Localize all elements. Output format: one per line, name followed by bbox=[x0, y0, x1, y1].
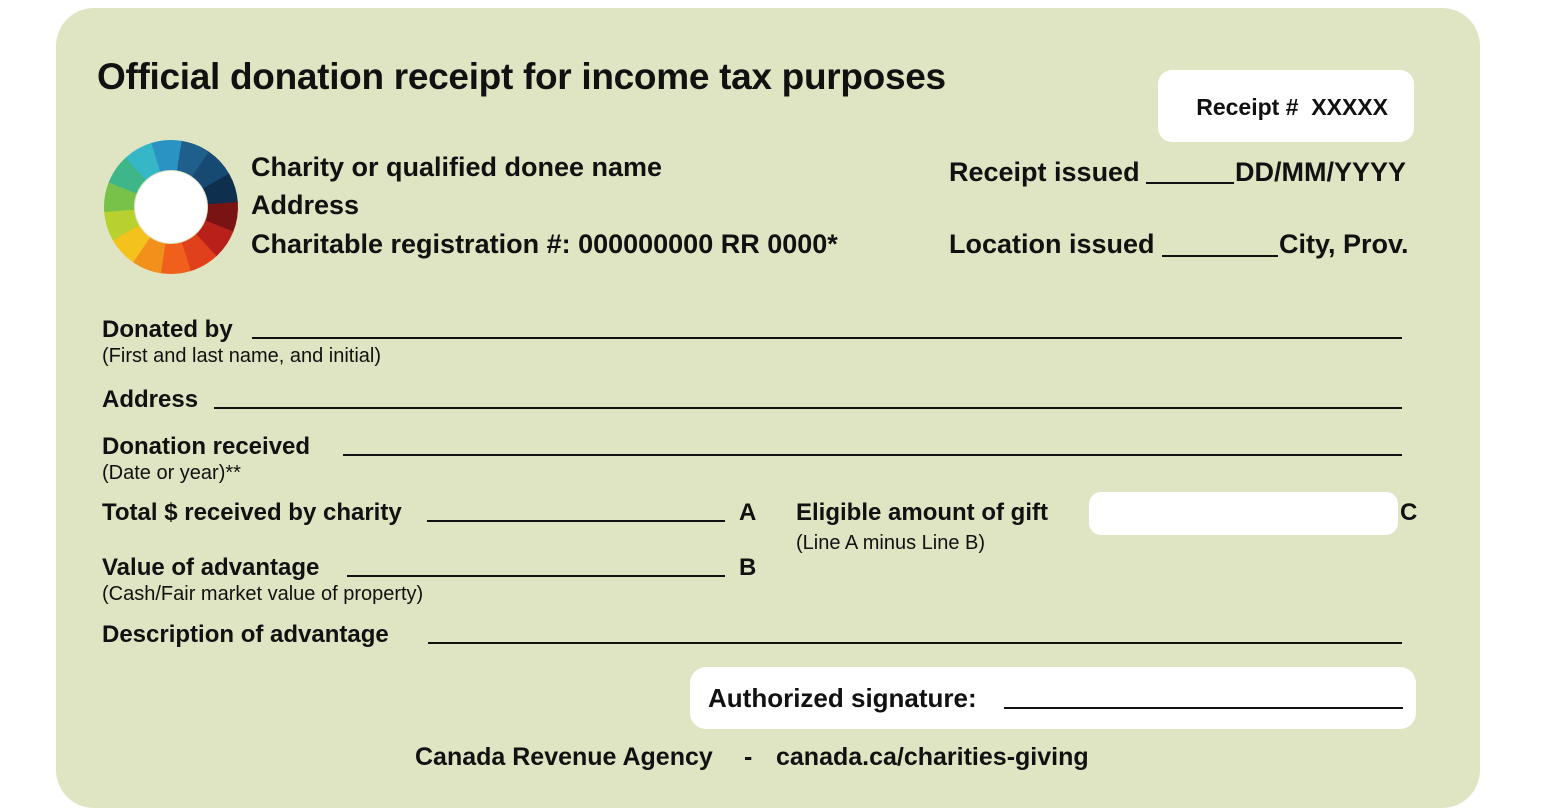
value-advantage-line[interactable] bbox=[347, 575, 725, 577]
eligible-amount-box[interactable] bbox=[1089, 492, 1398, 535]
donation-received-label: Donation received bbox=[102, 433, 311, 460]
location-issued-line bbox=[1162, 255, 1278, 257]
signature-label: Authorized signature: bbox=[708, 683, 977, 713]
receipt-issued-label: Receipt issued bbox=[949, 157, 1140, 187]
line-a-marker: A bbox=[739, 499, 757, 526]
location-issued-value: City, Prov. bbox=[1279, 229, 1409, 259]
donated-by-hint: (First and last name, and initial) bbox=[102, 345, 382, 367]
receipt-issued-value: DD/MM/YYYY bbox=[1235, 157, 1407, 187]
receipt-number-box bbox=[1158, 70, 1414, 142]
eligible-amount-label: Eligible amount of gift bbox=[796, 499, 1048, 526]
total-received-line[interactable] bbox=[427, 520, 725, 522]
logo-center bbox=[135, 171, 207, 243]
footer-url[interactable]: canada.ca/charities-giving bbox=[776, 743, 1089, 771]
line-c-marker: C bbox=[1400, 499, 1418, 526]
charity-registration: Charitable registration #: 000000000 RR 0000* bbox=[251, 229, 838, 259]
signature-box bbox=[690, 667, 1416, 729]
donated-by-line[interactable] bbox=[252, 337, 1402, 339]
address-label: Address bbox=[102, 386, 199, 413]
donation-received-line[interactable] bbox=[343, 454, 1402, 456]
total-received-label: Total $ received by charity bbox=[102, 499, 402, 526]
charity-name: Charity or qualified donee name bbox=[251, 152, 663, 182]
charity-address: Address bbox=[251, 190, 360, 220]
footer-agency: Canada Revenue Agency bbox=[415, 743, 713, 771]
description-advantage-line[interactable] bbox=[428, 642, 1402, 644]
receipt-title: Official donation receipt for income tax purposes bbox=[97, 56, 946, 97]
line-b-marker: B bbox=[739, 554, 757, 581]
eligible-amount-hint: (Line A minus Line B) bbox=[796, 532, 985, 554]
footer-separator: - bbox=[744, 743, 753, 771]
charity-logo-icon bbox=[102, 138, 240, 276]
address-line[interactable] bbox=[214, 407, 1402, 409]
receipt-number: Receipt # XXXXX bbox=[1196, 94, 1388, 120]
location-issued-label: Location issued bbox=[949, 229, 1155, 259]
signature-line[interactable] bbox=[1004, 707, 1403, 709]
value-advantage-label: Value of advantage bbox=[102, 554, 320, 581]
donation-received-hint: (Date or year)** bbox=[102, 462, 241, 484]
donated-by-label: Donated by bbox=[102, 316, 233, 343]
description-advantage-label: Description of advantage bbox=[102, 621, 389, 648]
receipt-issued-line bbox=[1146, 182, 1234, 184]
value-advantage-hint: (Cash/Fair market value of property) bbox=[102, 583, 424, 605]
